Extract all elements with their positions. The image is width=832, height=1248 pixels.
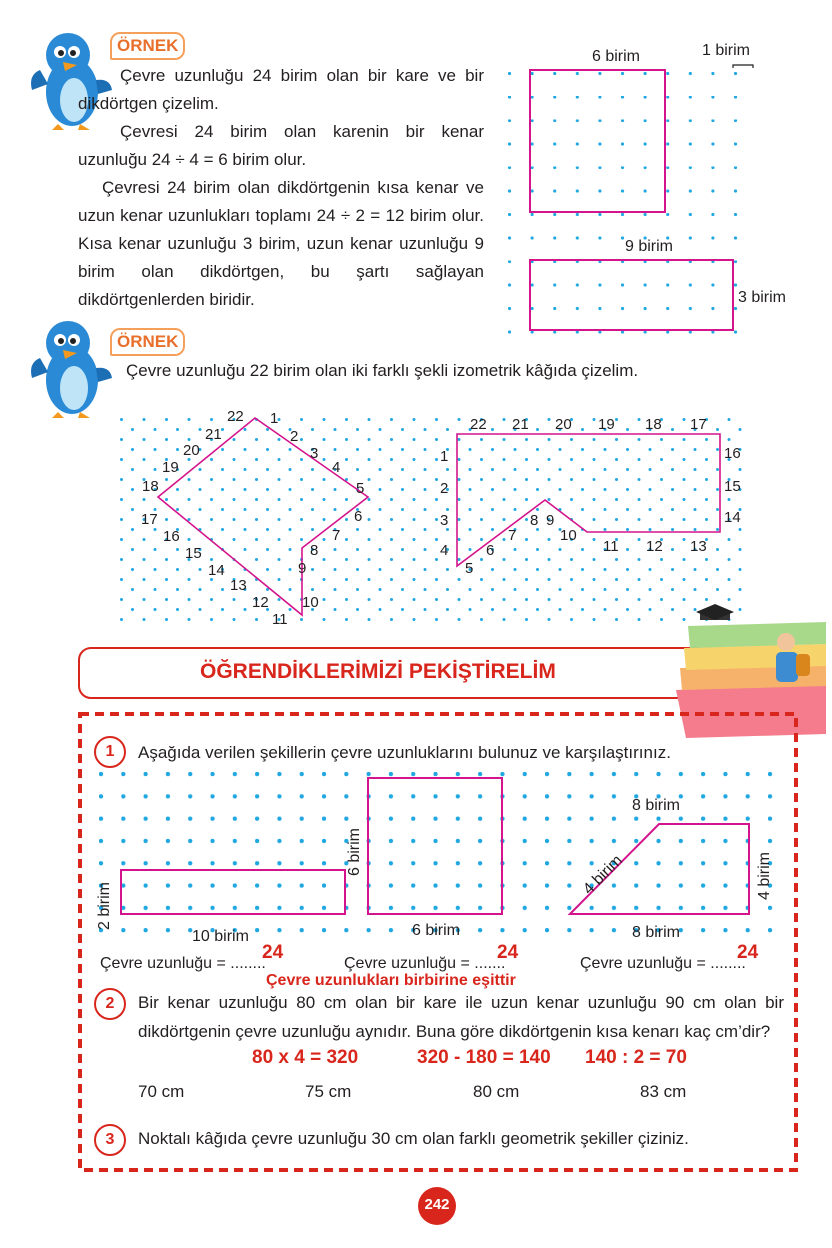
square-side-label: 6 birim xyxy=(592,48,641,65)
unit-bracket xyxy=(733,65,753,68)
edge-number: 9 xyxy=(546,512,555,529)
example-badge: ÖRNEK xyxy=(110,328,185,356)
edge-number: 16 xyxy=(163,528,180,545)
section-title: ÖĞRENDİKLERİMİZİ PEKİŞTİRELİM xyxy=(200,660,556,683)
edge-number: 18 xyxy=(142,478,159,495)
option-d[interactable]: 83 cm xyxy=(640,1082,687,1101)
option-a[interactable]: 70 cm xyxy=(138,1082,185,1101)
edge-number: 9 xyxy=(298,560,307,577)
example2-text: Çevre uzunluğu 22 birim olan iki farklı şekli izometrik kâğıda çizelim. xyxy=(126,361,639,380)
edge-number: 14 xyxy=(724,509,741,526)
edge-number: 7 xyxy=(508,527,517,544)
option-c[interactable]: 80 cm xyxy=(473,1082,520,1101)
edge-number: 8 xyxy=(530,512,539,529)
answer-value[interactable]: 24 xyxy=(737,942,759,963)
edge-number: 14 xyxy=(208,562,225,579)
fig3-right-label: 4 birim xyxy=(756,851,773,900)
fig3-bottom-label: 8 birim xyxy=(632,924,681,941)
rect-short-label: 3 birim xyxy=(738,289,787,306)
option-b[interactable]: 75 cm xyxy=(305,1082,352,1101)
edge-number: 20 xyxy=(555,416,572,433)
handwritten-note: Çevre uzunlukları birbirine eşittir xyxy=(266,972,516,989)
unit-label: 1 birim xyxy=(702,42,751,59)
dot-grid-example1 xyxy=(506,70,756,336)
edge-number: 11 xyxy=(272,611,288,628)
edge-number: 6 xyxy=(354,508,363,525)
edge-number: 17 xyxy=(690,416,707,433)
fig3-top-label: 8 birim xyxy=(632,797,681,814)
edge-number: 8 xyxy=(310,542,319,559)
iso-grid-b xyxy=(118,416,748,624)
example1-paragraph: Çevresi 24 birim olan karenin bir kenar uzunluğu 24 ÷ 4 = 6 birim olur. xyxy=(78,122,484,169)
edge-number: 3 xyxy=(310,445,319,462)
rect-long-label: 9 birim xyxy=(625,238,674,255)
edge-number: 5 xyxy=(465,560,474,577)
bird-mascot-icon xyxy=(31,321,112,418)
edge-number: 4 xyxy=(332,459,341,476)
q1-text: Aşağıda verilen şekillerin çevre uzunluklarını bulunuz ve karşılaştırınız. xyxy=(138,743,671,762)
q2-text: Bir kenar uzunluğu 80 cm olan bir kare ile uzun kenar uzunluğu 90 cm olan bir dikdörtgenin çevre uzunluğu aynıdır. Buna göre dikdörtgenin kısa kenarı kaç cm’dir? xyxy=(138,993,784,1041)
edge-number: 19 xyxy=(162,459,179,476)
answer-line: Çevre uzunluğu = ....... xyxy=(344,955,506,972)
fig3-slant-label: 4 birim xyxy=(580,852,626,899)
edge-number: 5 xyxy=(356,480,365,497)
answer-value[interactable]: 24 xyxy=(497,942,519,963)
edge-number: 10 xyxy=(302,594,319,611)
edge-number: 22 xyxy=(227,408,244,425)
edge-number: 1 xyxy=(270,410,279,427)
question-number: 1 xyxy=(94,736,126,768)
edge-number: 22 xyxy=(470,416,487,433)
books-student-icon xyxy=(676,604,826,738)
edge-number: 10 xyxy=(560,527,577,544)
edge-number: 19 xyxy=(598,416,615,433)
edge-number: 11 xyxy=(603,538,619,555)
answer-line: Çevre uzunluğu = ........ xyxy=(100,955,266,972)
edge-number: 3 xyxy=(440,512,449,529)
edge-number: 6 xyxy=(486,542,495,559)
example1-paragraph: Çevresi 24 birim olan dikdörtgenin kısa kenar ve uzun kenar uzunlukları toplamı 24 ÷ 2 = 12 birim olur. Kısa kenar uzunluğu 3 birim, uzun kenar uzunluğu 9 birim olan dikdörtgen, bu şartı sağlayan dikdörtgenlerden biridir. xyxy=(78,178,484,309)
edge-number: 2 xyxy=(290,428,299,445)
example-badge: ÖRNEK xyxy=(110,32,185,60)
edge-number: 15 xyxy=(185,545,202,562)
edge-number: 12 xyxy=(252,594,269,611)
edge-number: 18 xyxy=(645,416,662,433)
fig2-width-label: 6 birim xyxy=(412,922,461,939)
question-number: 3 xyxy=(94,1124,126,1156)
edge-number: 16 xyxy=(724,445,741,462)
edge-number: 7 xyxy=(332,527,341,544)
fig2-height-label: 6 birim xyxy=(346,827,363,876)
edge-number: 13 xyxy=(690,538,707,555)
edge-number: 17 xyxy=(141,511,158,528)
example1-paragraph: Çevre uzunluğu 24 birim olan bir kare ve bir dikdörtgen çizelim. xyxy=(78,66,484,113)
edge-number: 12 xyxy=(646,538,663,555)
work-step: 80 x 4 = 320 xyxy=(252,1047,359,1068)
answer-value[interactable]: 24 xyxy=(262,942,284,963)
work-step: 140 : 2 = 70 xyxy=(585,1047,687,1068)
page-number: 242 xyxy=(424,1196,450,1213)
q3-text: Noktalı kâğıda çevre uzunluğu 30 cm olan farklı geometrik şekiller çiziniz. xyxy=(138,1129,689,1148)
work-step: 320 - 180 = 140 xyxy=(417,1047,551,1068)
fig1-short-label: 2 birim xyxy=(96,881,113,930)
edge-number: 2 xyxy=(440,480,449,497)
edge-number: 1 xyxy=(440,448,449,465)
fig1-long-label: 10 birim xyxy=(192,928,249,945)
edge-number: 20 xyxy=(183,442,200,459)
example1-text xyxy=(78,62,484,314)
edge-number: 21 xyxy=(205,426,222,443)
answer-line: Çevre uzunluğu = ........ xyxy=(580,955,746,972)
edge-number: 13 xyxy=(230,577,247,594)
question-number: 2 xyxy=(94,988,126,1020)
edge-number: 15 xyxy=(724,478,741,495)
edge-number: 21 xyxy=(512,416,529,433)
edge-number: 4 xyxy=(440,542,449,559)
